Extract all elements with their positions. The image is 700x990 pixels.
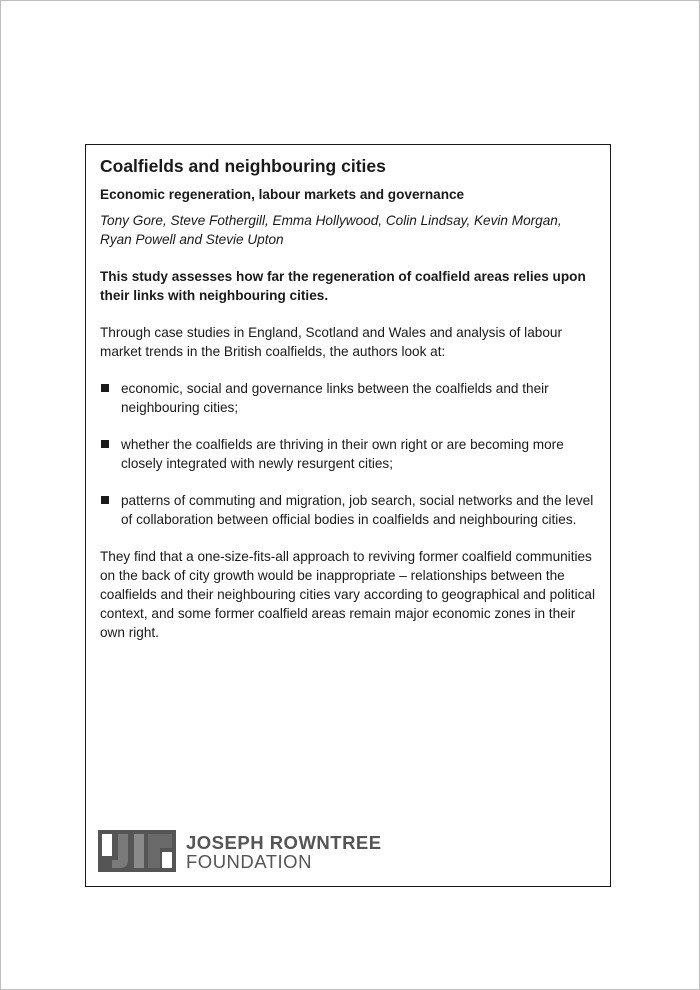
intro-paragraph: Through case studies in England, Scotland and Wales and analysis of labour market trends in the British coalfields, the authors look at: <box>100 325 562 359</box>
list-item <box>100 435 596 473</box>
page-subtitle: Economic regeneration, labour markets and governance <box>100 187 465 202</box>
foundation-name-line-2: FOUNDATION <box>186 851 312 872</box>
list-item <box>100 491 596 529</box>
jrf-logo-mark-icon <box>98 830 176 872</box>
bullet-list <box>100 379 596 529</box>
foundation-name <box>186 833 382 871</box>
foundation-name-line-1: JOSEPH ROWNTREE <box>186 832 382 853</box>
summary-content <box>100 155 596 642</box>
page-title: Coalfields and neighbouring cities <box>100 156 386 176</box>
conclusion-paragraph: They find that a one-size-fits-all approach to reviving former coalfield communities on the back of city growth would be inappropriate – relationships between the coalfields and their neighbouring cities vary according to geographical and political context, and some former coalfield areas remain major economic zones in their own right. <box>100 549 595 640</box>
bullet-text: patterns of commuting and migration, job search, social networks and the level of collaboration between official bodies in coalfields and neighbouring cities. <box>121 493 594 527</box>
bullet-text: economic, social and governance links between the coalfields and their neighbouring cities; <box>121 381 549 415</box>
summary-box <box>85 144 611 887</box>
square-bullet-icon <box>101 384 109 392</box>
square-bullet-icon <box>101 496 109 504</box>
author-line-1: Tony Gore, Steve Fothergill, Emma Hollywood, Colin Lindsay, Kevin Morgan, <box>100 213 562 228</box>
bullet-text: whether the coalfields are thriving in their own right or are becoming more closely integrated with newly resurgent cities; <box>121 437 564 471</box>
list-item <box>100 379 596 417</box>
square-bullet-icon <box>101 440 109 448</box>
summary-statement: This study assesses how far the regeneration of coalfield areas relies upon their links with neighbouring cities. <box>100 269 586 303</box>
foundation-logo <box>98 830 428 872</box>
author-line-2: Ryan Powell and Stevie Upton <box>100 232 284 247</box>
author-list <box>100 211 596 249</box>
